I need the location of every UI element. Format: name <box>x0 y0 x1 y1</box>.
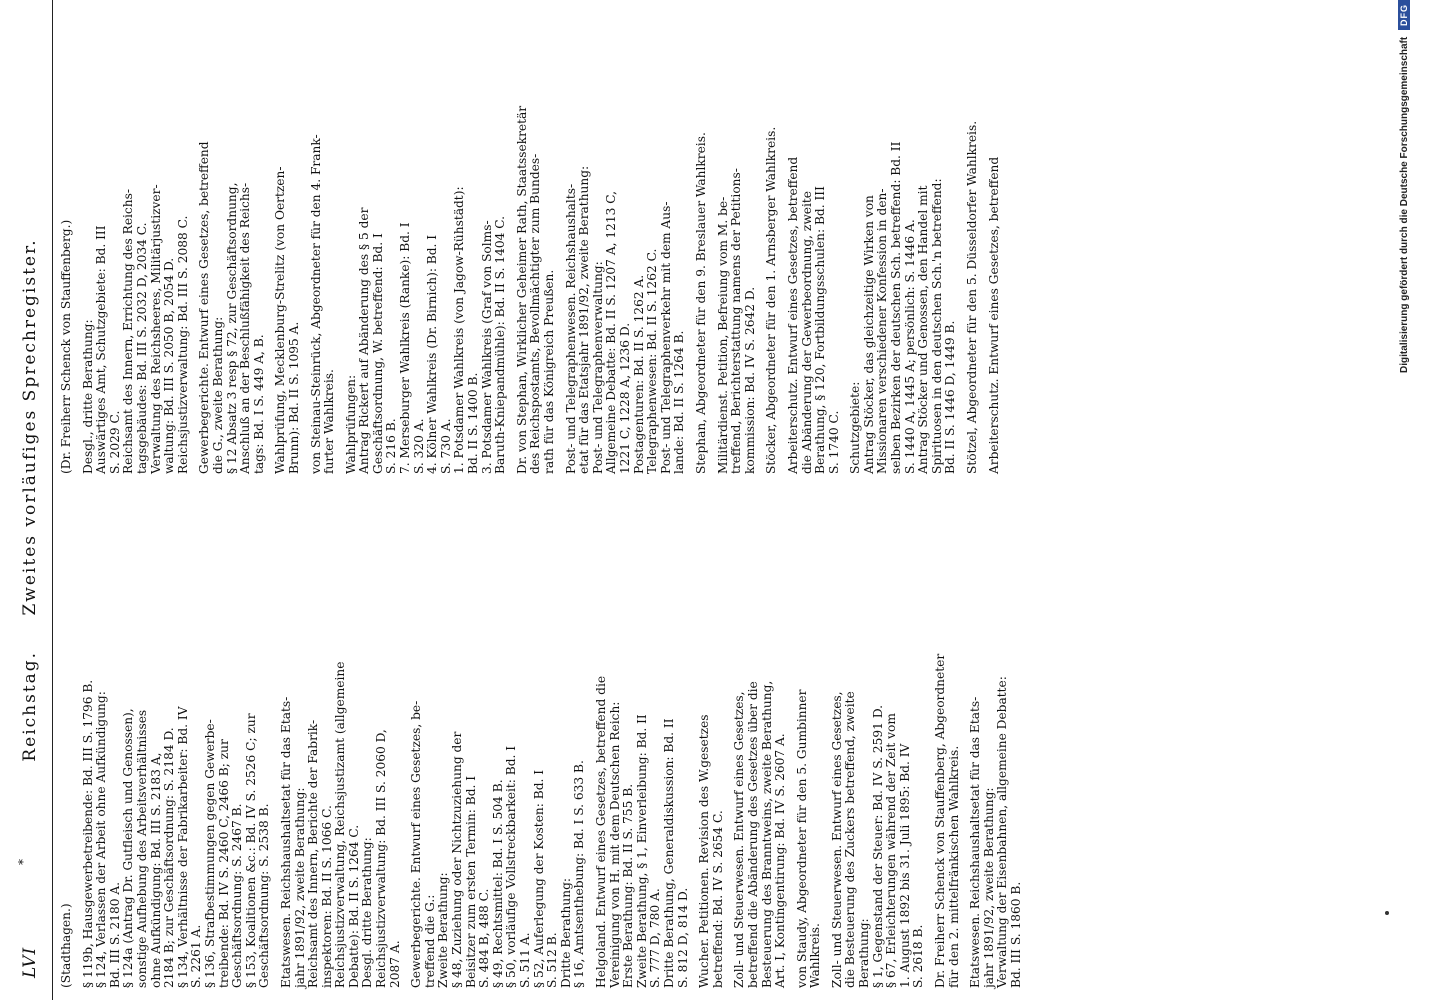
entry-line: Antrag Rickert auf Abänderung des § 5 der <box>357 207 372 474</box>
entry-line: § 49, Rechtsmittel: Bd. I S. 504 B. <box>490 779 505 988</box>
register-entry <box>934 543 961 988</box>
entry-line: Geschäftsordnung: S. 2538 B. <box>257 803 272 988</box>
entry-line: lande: Bd. II S. 1264 B. <box>672 330 687 474</box>
credit-text: Digitalisierung gefördert durch die Deutsche Forschungsgemeinschaft <box>1399 36 1410 373</box>
entry-line: Wahlprüfung, Mecklenburg-Strelitz (von Oertzen- <box>273 166 288 474</box>
entry-line: furter Wahlkreis. <box>322 369 337 474</box>
entry-line: 1221 C, 1228 A, 1236 D. <box>617 322 632 474</box>
register-entry <box>60 543 74 988</box>
entry-line: S. 216 B. <box>384 418 399 474</box>
register-entry <box>966 29 980 474</box>
register-entry <box>310 29 337 474</box>
register-entry <box>565 29 687 474</box>
entry-line: § 67, Erleichterungen während der Zeit vom <box>884 713 899 988</box>
entry-line: Antrag Stöcker, das gleichzeitige Wirken von <box>861 195 876 474</box>
entry-line: § 136, Strafbestimmungen gegen Gewerbe- <box>202 719 217 988</box>
entry-line: Auswärtiges Amt, Schutzgebiete: Bd. III <box>94 225 109 474</box>
entry-line: Reichsamt des Innern, Berichte der Fabrik- <box>306 719 321 988</box>
entry-line: jahr 1891/92, zweite Berathung: <box>981 787 996 988</box>
entry-line: selben Bezirken der deutschen Sch. betreffend: Bd. II <box>889 141 904 474</box>
entry-line: inspektoren: Bd. II S. 1066 C. <box>319 805 334 988</box>
title-right: Zweites vorläufiges Sprechregister. <box>20 238 40 616</box>
entry-line: § 52, Auferlegung der Kosten: Bd. I <box>531 769 546 988</box>
register-entry <box>796 543 823 988</box>
entry-line: § 124a (Antrag Dr. Gutfleisch und Genossen), <box>121 708 136 988</box>
entry-line: Berathung, § 120, Fortbildungsschulen: Bd. III <box>813 186 828 474</box>
entry-line: Dritte Berathung: <box>558 878 573 988</box>
entry-line: Post- und Telegraphenverkehr mit dem Aus- <box>658 201 673 474</box>
entry-line: 4. Kölner Wahlkreis (Dr. Birnich): Bd. I <box>425 234 440 474</box>
register-entry <box>82 543 272 988</box>
entry-line: (Dr. Freiherr Schenck von Stauffenberg.) <box>59 219 73 474</box>
register-entry <box>849 29 958 474</box>
entry-line: kommission: Bd. IV S. 2642 D. <box>742 286 757 474</box>
entry-line: § 153, Koalitionen &c.: Bd. IV S. 2526 C; zur <box>243 713 258 988</box>
entry-line: Geschäftsordnung, W. betreffend: Bd. I <box>370 233 385 474</box>
entry-line: § 1, Gegenstand der Steuer: Bd. IV S. 2591 D. <box>870 704 885 988</box>
right-column <box>60 29 1009 474</box>
entry-line: Berathung: <box>857 918 872 988</box>
entry-line: Post- und Telegraphenverwaltung: <box>590 261 605 474</box>
entry-line: Wucher. Petitionen. Revision des W.gesetzes <box>697 714 712 988</box>
entry-line: Arbeiterschutz. Entwurf eines Gesetzes, betreffend <box>785 156 800 474</box>
register-entry <box>198 29 266 474</box>
entry-line: Militärdienst. Petition, Befreiung vom M. be- <box>715 196 730 474</box>
dfg-logo: DFG <box>1398 0 1410 30</box>
entry-line: Bd. III S. 2180 A. <box>107 881 122 988</box>
register-entry <box>82 29 191 474</box>
entry-line: Postagenturen: Bd. II S. 1262 A. <box>631 274 646 474</box>
entry-line: ohne Aufkündigung: Bd. III S. 2183 A, <box>148 752 163 988</box>
register-entry <box>345 29 508 474</box>
entry-line: S. 730 A. <box>438 418 453 474</box>
entry-line: Bd. II S. 1400 B. <box>466 372 481 474</box>
entry-line: Etatswesen. Reichshaushaltsetat für das Etats- <box>278 696 293 988</box>
entry-line: § 50, vorläufige Vollstreckbarkeit: Bd. I <box>504 745 519 988</box>
digitization-credit <box>1398 0 1422 1000</box>
entry-line: Art. I, Kontingentirung: Bd. IV S. 2607 A. <box>773 733 788 988</box>
entry-line: Gewerbegerichte. Entwurf eines Gesetzes, betreffend <box>197 141 212 474</box>
register-entry <box>787 29 841 474</box>
entry-line: S. 812 D, 814 D. <box>675 887 690 988</box>
entry-line: rath für das Königreich Preußen. <box>542 269 556 474</box>
register-entry <box>516 29 557 474</box>
entry-line: Spirituosen in den deutschen Sch.'n betreffend: <box>929 178 944 474</box>
entry-line: Reichsjustizverwaltung: Bd. III S. 2088 C. <box>175 215 190 474</box>
entry-line: betreffend die Abänderung des Gesetzes über die <box>745 681 760 988</box>
entry-line: Antrag Stöcker und Genossen, den Handel mit <box>916 185 931 474</box>
entry-line: (Stadthagen.) <box>59 903 73 988</box>
entry-line: 2184 B; zur Geschäftsordnung: S. 2184 D. <box>162 727 177 988</box>
entry-line: Vereinigung von H. mit dem Deutschen Reich: <box>607 701 622 988</box>
entry-line: Brunn): Bd. II S. 1095 A. <box>286 321 301 474</box>
left-column <box>60 543 1032 988</box>
entry-line: die G., zweite Berathung: <box>210 316 225 474</box>
entry-line: treibende: Bd. IV S. 2460 C, 2466 B; zur <box>216 739 231 988</box>
page-header <box>12 0 53 1000</box>
entry-line: Erste Berathung: Bd. II S. 755 B. <box>621 783 636 988</box>
entry-line: § 16, Amtsenthebung: Bd. I S. 633 B. <box>572 760 587 988</box>
entry-line: etat für das Etatsjahr 1891/92, zweite Berathung: <box>577 165 592 474</box>
ink-dot <box>1385 911 1389 915</box>
entry-line: jahr 1891/92, zweite Berathung: <box>292 787 307 988</box>
entry-line: Dr. Freiherr Schenck von Stauffenberg, Abgeordneter <box>933 653 948 988</box>
entry-line: Besteuerung des Branntweins, zweite Berathung, <box>759 680 774 988</box>
entry-line: 1. Potsdamer Wahlkreis (von Jagow-Rühstädt): <box>452 186 467 474</box>
entry-line: Zweite Berathung, § 1, Einverleibung: Bd. II <box>634 714 649 988</box>
entry-line: Zoll- und Steuerwesen. Entwurf eines Gesetzes, <box>829 691 844 988</box>
page-number: LVI <box>20 946 40 978</box>
register-entry <box>831 543 926 988</box>
entry-line: S. 320 A. <box>411 418 426 474</box>
register-entry <box>695 29 709 474</box>
title-left: Reichstag. <box>20 650 40 762</box>
entry-line: Verwaltung der Eisenbahnen, allgemeine Debatte: <box>995 676 1010 988</box>
entry-line: § 48, Zuziehung oder Nichtzuziehung der <box>450 731 465 988</box>
entry-line: Dritte Berathung, Generaldiskussion: Bd. II <box>661 718 676 988</box>
entry-line: treffend, Berichterstattung namens der Petitions- <box>729 168 744 474</box>
entry-line: Stöcker, Abgeordneter für den 1. Arnsberger Wahlkreis. <box>764 126 779 474</box>
entry-line: 2087 A. <box>387 940 402 988</box>
entry-line: 3. Potsdamer Wahlkreis (Graf von Solms- <box>479 220 494 474</box>
entry-line: Baruth-Kniepandmühle): Bd. II S. 1404 C. <box>493 216 508 474</box>
register-entry <box>410 543 587 988</box>
entry-line: Etatswesen. Reichshaushaltsetat für das Etats- <box>968 696 983 988</box>
entry-line: Beisitzer zum ersten Termin: Bd. I <box>463 775 478 988</box>
entry-line: Schutzgebiete: <box>848 381 863 474</box>
entry-line: von Steinau-Steinrück, Abgeordneter für den 4. Frank- <box>308 134 323 474</box>
entry-line: Geschäftsordnung: S. 2467 B. <box>230 803 245 988</box>
entry-line: Stötzel, Abgeordneter für den 5. Düsseldorfer Wahlkreis. <box>965 120 980 474</box>
register-entry <box>969 543 1023 988</box>
entry-line: Reichsjustizverwaltung, Reichsjustizamt (allgemeine <box>333 661 348 988</box>
register-entry <box>274 29 301 474</box>
entry-line: S. 484 B, 488 C. <box>477 888 492 988</box>
entry-line: die Abänderung der Gewerbeordnung, zweite <box>799 190 814 474</box>
entry-line: die Besteuerung des Zuckers betreffend, zweite <box>843 691 858 988</box>
entry-line: Post- und Telegraphenwesen. Reichshaushalts- <box>563 183 578 474</box>
entry-line: Desgl. dritte Berathung: <box>360 837 375 988</box>
entry-line: S. 511 A. <box>518 932 532 988</box>
entry-line: Arbeiterschutz. Entwurf eines Gesetzes, betreffend <box>986 156 1001 474</box>
entry-line: Helgoland. Entwurf eines Gesetzes, betreffend die <box>593 675 608 988</box>
entry-line: S. 2618 B. <box>911 924 926 988</box>
entry-line: § 12 Absatz 3 resp § 72, zur Geschäftsordnung, <box>224 182 239 474</box>
entry-line: Stephan, Abgeordneter für den 9. Breslauer Wahlkreis. <box>693 132 708 474</box>
register-entry <box>717 29 758 474</box>
entry-line: S. 2029 C. <box>107 410 122 474</box>
entry-line: S. 1440 A, 1445 A; persönlich: S. 1446 A. <box>902 219 917 474</box>
entry-line: sonstige Aufhebung des Arbeitsverhältnisses <box>134 709 149 988</box>
page-title <box>20 0 40 1000</box>
entry-line: S. 512 B. <box>545 932 560 988</box>
entry-line: waltung: Bd. III S. 2050 B, 2054 D. <box>162 257 177 474</box>
entry-line: Reichsamt des Innern, Errichtung des Reichs- <box>121 189 136 474</box>
entry-line: Debatte): Bd. II S. 1264 C. <box>346 824 361 988</box>
entry-line: tagsgebäudes: Bd. III S. 2032 D, 2034 C. <box>134 222 149 474</box>
entry-line: für den 2. mittelfränkischen Wahlkreis. <box>946 745 961 988</box>
entry-line: Wahlkreis. <box>808 923 823 988</box>
entry-line: Dr. von Stephan, Wirklicher Geheimer Rath, Staatssekretär <box>514 105 529 474</box>
entry-line: Missionaren verschiedener Konfession in den- <box>875 188 890 474</box>
entry-line: tags: Bd. I S. 449 A, B. <box>251 334 266 474</box>
header-mark: * <box>16 859 30 865</box>
entry-line: Anschluß an der Beschlußfähigkeit des Reichs- <box>238 182 253 474</box>
entry-line: S. 2261 A. <box>189 924 204 988</box>
entry-line: des Reichspostamts, Bevollmächtigter zum Bundes- <box>528 153 543 474</box>
entry-line: Reichsjustizverwaltung: Bd. III S. 2060 D, <box>374 729 389 988</box>
entry-line: Allgemeine Debatte: Bd. II S. 1207 A, 1213 C, <box>604 190 619 474</box>
register-entry <box>765 29 779 474</box>
entry-line: Bd. III S. 1860 B. <box>1009 881 1023 988</box>
entry-line: von Staudy, Abgeordneter für den 5. Gumbinner <box>794 689 809 988</box>
entry-line: Zoll- und Steuerwesen. Entwurf eines Gesetzes, <box>732 691 747 988</box>
entry-line: betreffend: Bd. IV S. 2654 C. <box>710 810 725 988</box>
register-entry <box>595 543 690 988</box>
register-entry <box>60 29 74 474</box>
entry-line: § 119b, Hausgewerbetreibende: Bd. III S. 1796 B. <box>80 679 95 988</box>
entry-line: treffend die G.: <box>422 894 437 988</box>
entry-line: Desgl., dritte Berathung: <box>80 319 95 474</box>
entry-line: S. 777 D, 780 A. <box>648 888 663 988</box>
entry-line: 1. August 1892 bis 31. Juli 1895: Bd. IV <box>897 743 912 988</box>
entry-line: Zweite Berathung: <box>436 872 451 988</box>
entry-line: § 124, Verlassen der Arbeit ohne Aufkündigung: <box>94 691 109 988</box>
register-entry <box>988 29 1002 474</box>
register-entry <box>280 543 402 988</box>
entry-line: Telegraphenwesen: Bd. II S. 1262 C. <box>645 248 660 474</box>
entry-line: Bd. II S. 1446 D, 1449 B. <box>943 320 958 474</box>
register-entry <box>733 543 787 988</box>
entry-line: Verwaltung des Reichsheeres, Militärjustizver- <box>148 184 163 474</box>
entry-line: S. 1740 C. <box>826 410 841 474</box>
register-entry <box>698 543 725 988</box>
entry-line: Gewerbegerichte. Entwurf eines Gesetzes, be- <box>409 700 424 988</box>
entry-line: § 134, Verhältnisse der Fabrikarbeiter: Bd. IV <box>175 706 190 988</box>
entry-line: 7. Merseburger Wahlkreis (Ranke): Bd. I <box>398 222 413 474</box>
entry-line: Wahlprüfungen: <box>343 374 358 474</box>
